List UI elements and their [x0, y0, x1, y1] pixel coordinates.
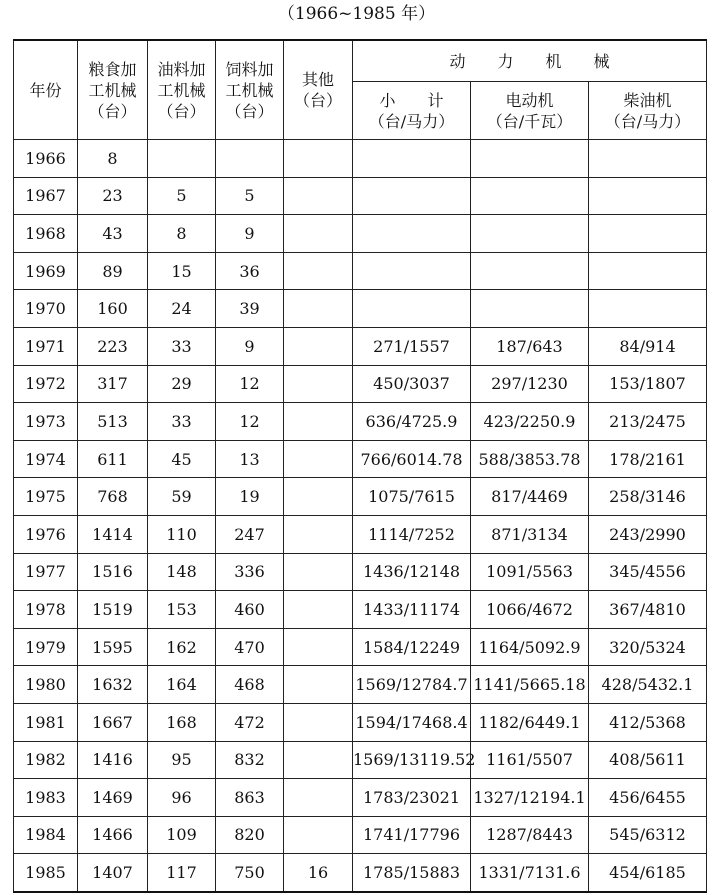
motor-cell: 871/3134 — [471, 515, 589, 553]
header-power-machinery: 动 力 机 械 — [353, 40, 707, 82]
subtotal-cell: 1783/23021 — [353, 779, 471, 817]
header-oil-machinery: 油料加 工机械 （台） — [148, 40, 216, 140]
table-row — [14, 854, 707, 892]
grain-cell: 1595 — [78, 628, 148, 666]
other-cell — [284, 703, 353, 741]
oil-cell: 5 — [148, 177, 216, 215]
feed-cell: 19 — [216, 478, 284, 516]
diesel-cell: 258/3146 — [589, 478, 707, 516]
diesel-cell: 456/6455 — [589, 779, 707, 817]
feed-cell: 470 — [216, 628, 284, 666]
year-cell: 1984 — [14, 816, 78, 854]
table-row — [14, 553, 707, 591]
header-grain-machinery: 粮食加 工机械 （台） — [78, 40, 148, 140]
grain-cell: 89 — [78, 252, 148, 290]
year-cell: 1967 — [14, 177, 78, 215]
motor-cell: 817/4469 — [471, 478, 589, 516]
subtotal-cell: 1569/13119.52 — [353, 741, 471, 779]
header-subtotal: 小 计 （台/马力） — [353, 82, 471, 140]
diesel-cell — [589, 290, 707, 328]
feed-cell: 460 — [216, 591, 284, 629]
motor-cell: 423/2250.9 — [471, 403, 589, 441]
grain-cell: 611 — [78, 440, 148, 478]
diesel-cell — [589, 215, 707, 253]
oil-cell: 110 — [148, 515, 216, 553]
motor-cell: 1066/4672 — [471, 591, 589, 629]
feed-cell: 472 — [216, 703, 284, 741]
table-row — [14, 365, 707, 403]
motor-cell: 1182/6449.1 — [471, 703, 589, 741]
table-row — [14, 591, 707, 629]
subtotal-cell — [353, 215, 471, 253]
year-cell: 1969 — [14, 252, 78, 290]
oil-cell: 96 — [148, 779, 216, 817]
diesel-cell: 178/2161 — [589, 440, 707, 478]
year-cell: 1974 — [14, 440, 78, 478]
other-cell — [284, 252, 353, 290]
grain-cell: 513 — [78, 403, 148, 441]
diesel-cell: 367/4810 — [589, 591, 707, 629]
motor-cell — [471, 177, 589, 215]
year-cell: 1980 — [14, 666, 78, 704]
subtotal-cell: 1114/7252 — [353, 515, 471, 553]
year-cell: 1985 — [14, 854, 78, 892]
year-cell: 1977 — [14, 553, 78, 591]
oil-cell — [148, 140, 216, 178]
year-cell: 1976 — [14, 515, 78, 553]
grain-cell: 1667 — [78, 703, 148, 741]
oil-cell: 24 — [148, 290, 216, 328]
feed-cell: 832 — [216, 741, 284, 779]
diesel-cell: 408/5611 — [589, 741, 707, 779]
oil-cell: 45 — [148, 440, 216, 478]
feed-cell: 13 — [216, 440, 284, 478]
feed-cell: 12 — [216, 403, 284, 441]
feed-cell — [216, 140, 284, 178]
feed-cell: 9 — [216, 327, 284, 365]
grain-cell: 1414 — [78, 515, 148, 553]
other-cell — [284, 628, 353, 666]
year-cell: 1982 — [14, 741, 78, 779]
diesel-cell: 153/1807 — [589, 365, 707, 403]
subtotal-cell: 1569/12784.7 — [353, 666, 471, 704]
oil-cell: 109 — [148, 816, 216, 854]
table-caption: （1966~1985 年） — [277, 4, 436, 24]
other-cell — [284, 403, 353, 441]
subtotal-cell — [353, 177, 471, 215]
motor-cell: 187/643 — [471, 327, 589, 365]
header-year: 年份 — [14, 40, 78, 140]
table-row — [14, 779, 707, 817]
diesel-cell: 213/2475 — [589, 403, 707, 441]
oil-cell: 15 — [148, 252, 216, 290]
motor-cell — [471, 215, 589, 253]
oil-cell: 33 — [148, 327, 216, 365]
year-cell: 1971 — [14, 327, 78, 365]
motor-cell — [471, 290, 589, 328]
grain-cell: 1632 — [78, 666, 148, 704]
year-cell: 1972 — [14, 365, 78, 403]
feed-cell: 336 — [216, 553, 284, 591]
subtotal-cell: 450/3037 — [353, 365, 471, 403]
motor-cell — [471, 140, 589, 178]
other-cell — [284, 741, 353, 779]
subtotal-cell: 1741/17796 — [353, 816, 471, 854]
subtotal-cell: 1785/15883 — [353, 854, 471, 892]
table-row — [14, 666, 707, 704]
diesel-cell: 345/4556 — [589, 553, 707, 591]
header-other: 其他 （台） — [284, 40, 353, 140]
grain-cell: 160 — [78, 290, 148, 328]
other-cell — [284, 591, 353, 629]
year-cell: 1975 — [14, 478, 78, 516]
subtotal-cell: 1433/11174 — [353, 591, 471, 629]
motor-cell: 1161/5507 — [471, 741, 589, 779]
diesel-cell — [589, 140, 707, 178]
feed-cell: 5 — [216, 177, 284, 215]
year-cell: 1973 — [14, 403, 78, 441]
subtotal-cell — [353, 290, 471, 328]
diesel-cell: 412/5368 — [589, 703, 707, 741]
diesel-cell — [589, 252, 707, 290]
table-row — [14, 628, 707, 666]
feed-cell: 863 — [216, 779, 284, 817]
table-row — [14, 816, 707, 854]
other-cell — [284, 816, 353, 854]
subtotal-cell: 271/1557 — [353, 327, 471, 365]
machinery-table — [13, 39, 707, 893]
subtotal-cell: 766/6014.78 — [353, 440, 471, 478]
year-cell: 1978 — [14, 591, 78, 629]
table-row — [14, 515, 707, 553]
diesel-cell: 84/914 — [589, 327, 707, 365]
grain-cell: 317 — [78, 365, 148, 403]
other-cell — [284, 666, 353, 704]
year-cell: 1968 — [14, 215, 78, 253]
table-row — [14, 290, 707, 328]
table-row — [14, 177, 707, 215]
other-cell — [284, 553, 353, 591]
other-cell — [284, 779, 353, 817]
table-row — [14, 140, 707, 178]
feed-cell: 468 — [216, 666, 284, 704]
table-row — [14, 478, 707, 516]
other-cell — [284, 515, 353, 553]
oil-cell: 168 — [148, 703, 216, 741]
oil-cell: 95 — [148, 741, 216, 779]
other-cell — [284, 140, 353, 178]
motor-cell: 1327/12194.1 — [471, 779, 589, 817]
grain-cell: 1416 — [78, 741, 148, 779]
motor-cell: 1164/5092.9 — [471, 628, 589, 666]
diesel-cell — [589, 177, 707, 215]
subtotal-cell — [353, 252, 471, 290]
year-cell: 1970 — [14, 290, 78, 328]
diesel-cell: 545/6312 — [589, 816, 707, 854]
other-cell — [284, 440, 353, 478]
grain-cell: 1516 — [78, 553, 148, 591]
grain-cell: 23 — [78, 177, 148, 215]
oil-cell: 33 — [148, 403, 216, 441]
motor-cell: 1091/5563 — [471, 553, 589, 591]
feed-cell: 39 — [216, 290, 284, 328]
motor-cell — [471, 252, 589, 290]
year-cell: 1966 — [14, 140, 78, 178]
year-cell: 1981 — [14, 703, 78, 741]
other-cell: 16 — [284, 854, 353, 892]
other-cell — [284, 215, 353, 253]
grain-cell: 1519 — [78, 591, 148, 629]
motor-cell: 1287/8443 — [471, 816, 589, 854]
other-cell — [284, 365, 353, 403]
subtotal-cell: 636/4725.9 — [353, 403, 471, 441]
table-row — [14, 252, 707, 290]
oil-cell: 164 — [148, 666, 216, 704]
diesel-cell: 243/2990 — [589, 515, 707, 553]
subtotal-cell — [353, 140, 471, 178]
subtotal-cell: 1436/12148 — [353, 553, 471, 591]
oil-cell: 162 — [148, 628, 216, 666]
grain-cell: 8 — [78, 140, 148, 178]
feed-cell: 12 — [216, 365, 284, 403]
oil-cell: 117 — [148, 854, 216, 892]
oil-cell: 153 — [148, 591, 216, 629]
oil-cell: 148 — [148, 553, 216, 591]
feed-cell: 820 — [216, 816, 284, 854]
table-row — [14, 703, 707, 741]
motor-cell: 297/1230 — [471, 365, 589, 403]
table-row — [14, 215, 707, 253]
feed-cell: 750 — [216, 854, 284, 892]
header-diesel-engine: 柴油机 （台/马力） — [589, 82, 707, 140]
year-cell: 1979 — [14, 628, 78, 666]
table-row — [14, 403, 707, 441]
other-cell — [284, 327, 353, 365]
grain-cell: 43 — [78, 215, 148, 253]
table-body — [14, 140, 707, 892]
year-cell: 1983 — [14, 779, 78, 817]
diesel-cell: 454/6185 — [589, 854, 707, 892]
other-cell — [284, 290, 353, 328]
oil-cell: 29 — [148, 365, 216, 403]
table-row — [14, 741, 707, 779]
motor-cell: 1141/5665.18 — [471, 666, 589, 704]
grain-cell: 1466 — [78, 816, 148, 854]
oil-cell: 59 — [148, 478, 216, 516]
subtotal-cell: 1584/12249 — [353, 628, 471, 666]
feed-cell: 36 — [216, 252, 284, 290]
other-cell — [284, 478, 353, 516]
subtotal-cell: 1075/7615 — [353, 478, 471, 516]
table-row — [14, 327, 707, 365]
diesel-cell: 320/5324 — [589, 628, 707, 666]
other-cell — [284, 177, 353, 215]
grain-cell: 1469 — [78, 779, 148, 817]
motor-cell: 1331/7131.6 — [471, 854, 589, 892]
grain-cell: 1407 — [78, 854, 148, 892]
motor-cell: 588/3853.78 — [471, 440, 589, 478]
header-electric-motor: 电动机 （台/千瓦） — [471, 82, 589, 140]
header-feed-machinery: 饲料加 工机械 （台） — [216, 40, 284, 140]
table-row — [14, 440, 707, 478]
feed-cell: 247 — [216, 515, 284, 553]
diesel-cell: 428/5432.1 — [589, 666, 707, 704]
oil-cell: 8 — [148, 215, 216, 253]
grain-cell: 768 — [78, 478, 148, 516]
subtotal-cell: 1594/17468.4 — [353, 703, 471, 741]
grain-cell: 223 — [78, 327, 148, 365]
feed-cell: 9 — [216, 215, 284, 253]
